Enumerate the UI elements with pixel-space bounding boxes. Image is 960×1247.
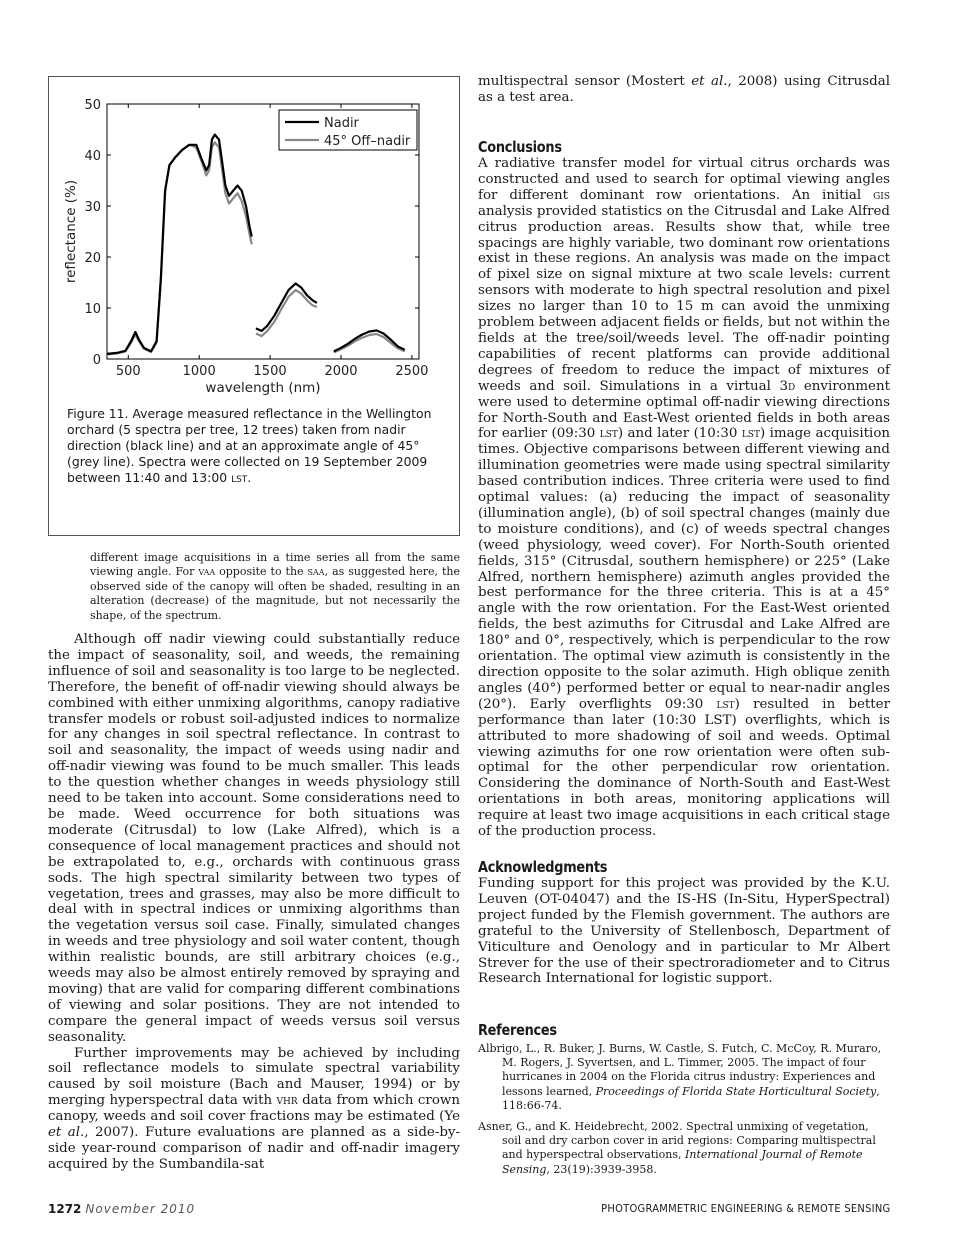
figure-caption: Figure 11. Average measured reflectance in the Wellington orchard (5 spectra per tree, 12 trees) taken from nadir direction (black line) and at an approximate angle of 45° (grey line). Spectra were collected on 19 September 2009 between 11:40 and 13:00 lst. [67, 406, 432, 485]
x-tick-label: 1000 [182, 364, 216, 379]
references-heading: References [478, 1021, 557, 1039]
conclusions-body: A radiative transfer model for virtual citrus orchards was constructed and used to search for optimal viewing angles for different dominant row orientations. An initial gis analysis provided statistics on the Citrusdal and Lake Alfred citrus production areas. Results show that, while tree spacings are highly variable, two dominant row orientations exist in these regions. An analysis was made on the impact of pixel size on signal mixture at two scale levels: current sensors with moderate to high spectral resolution and pixel sizes no larger than 10 to 15 m can avoid the unmixing problem between adjacent fields or fields, but not within the fields at the tree/soil/weeds level. The off-nadir pointing capabilities of recent platforms can provide additional degrees of freedom to reduce the impact of mixtures of weeds and soil. Simulations in a virtual 3d environment were used to determine optimal off-nadir viewing directions for North-South and East-West oriented fields in both areas for earlier (09:30 lst) and later (10:30 lst) image acquisition times. Objective comparisons between different viewing and illumination geometries were made using spectral similarity based contribution indices. Three criteria were used to find optimal values: (a) reducing the impact of seasonality (illumination angle), (b) of soil spectral changes (mainly due to moisture conditions), and (c) of weeds spectral changes (weed physiology, weed cover). For North-South oriented fields, 315° (Citrusdal, southern hemisphere) or 225° (Lake Alfred, northern hemisphere) azimuth angles provided the best performance for the three criteria. This is at a 45° angle with the row orientation. For the East-West oriented fields, the best azimuths for Citrusdal and Lake Alfred are 180° and 0°, respectively, which is perpendicular to the row orientation. The optimal view azimuth is consistently in the direction opposite to the solar azimuth. High oblique zenith angles (40°) performed better or equal to near-nadir angles (20°). Early overflights 09:30 lst) resulted in better performance than later (10:30 LST) overflights, which is attributed to more shadowing of soil and weeds. Optimal viewing azimuths for one row orientation were often sub-optimal for the other perpendicular row orientation. Considering the dominance of North-South and East-West orientations in both areas, monitoring applications will require at least two image acquisitions in each critical stage of the production process. [478, 156, 891, 840]
x-axis-label: wavelength (nm) [205, 380, 321, 396]
page-footer-left [48, 1202, 195, 1216]
page-number: 1272 [48, 1202, 82, 1216]
x-tick-label: 2500 [395, 364, 429, 379]
discussion-paragraph-1: Although off nadir viewing could substantially reduce the impact of seasonality, soil, and weeds, the remaining influence of soil and seasonality is too large to be neglected. Therefore, the benefit of off-nadir viewing should always be combined with either unmixing algorithms, canopy radiative transfer models or robust soil-adjusted indices to normalize for any changes in soil spectral reflectance. In contrast to soil and seasonality, the impact of weeds using nadir and off-nadir viewing was found to be much smaller. This leads to the question whether changes in weeds physiology still need to be taken into account. Some considerations need to be made. Weed occurrence for both situations was moderate (Citrusdal) to low (Lake Alfred), which is a consequence of local management practices and should not be extrapolated to, e.g., orchards with continuous grass sods. The high spectral similarity between two types of vegetation, trees and grasses, may also be more difficult to deal with in spectral indices or unmixing algorithms than the vegetation versus soil case. Finally, simulated changes in weeds and tree physiology and soil water content, though within realistic bounds, are still arbitrary choices (e.g., weeds may also be almost entirely removed by spraying and moving) that are valid for comparing different combinations of viewing and solar positions. They are not intended to compare the general impact of weeds versus soil versus seasonality. [48, 632, 460, 1045]
journal-name: PHOTOGRAMMETRIC ENGINEERING & REMOTE SENSING [600, 1202, 890, 1215]
y-tick-label: 30 [84, 200, 101, 215]
series-line-nadir [107, 135, 252, 354]
x-tick-label: 500 [115, 364, 141, 379]
issue-date: November 2010 [85, 1202, 196, 1216]
acknowledgments-heading: Acknowledgments [478, 858, 608, 876]
reference-item: Asner, G., and K. Heidebrecht, 2002. Spectral unmixing of vegetation, soil and dry carbon cover in arid regions: Comparing multispectral and hyperspectral observations, International Journal of Remote Sensing, 23(19):3939-3958. [478, 1120, 876, 1176]
reflectance-chart [49, 77, 459, 397]
x-tick-label: 2000 [324, 364, 358, 379]
figure-context-paragraph: different image acquisitions in a time series all from the same viewing angle. For vaa opposite to the saa, as suggested here, the observed side of the canopy will often be shaded, resulting in an alteration (decrease) of the magnitude, but not necessarily the shape, of the spectrum. [90, 551, 461, 622]
series-line-nadir [256, 284, 317, 331]
series-line-45-off-nadir [107, 142, 252, 354]
legend-label: 45° Off–nadir [324, 134, 411, 149]
acknowledgments-body: Funding support for this project was provided by the K.U. Leuven (OT-04047) and the IS-HS (In-Situ, HyperSpectral) project funded by the Flemish government. The authors are grateful to the University of Stellenbosch, Department of Viticulture and Oenology and in particular to Mr Albert Strever for the use of their spectroradiometer and to Citrus Research International for logistic support. [478, 876, 890, 987]
y-tick-label: 10 [84, 302, 101, 317]
y-tick-label: 20 [84, 251, 101, 266]
x-tick-label: 1500 [253, 364, 287, 379]
discussion-paragraph-2: Further improvements may be achieved by including soil reflectance models to simulate spectral variability caused by soil moisture (Bach and Mauser, 1994) or by merging hyperspectral data with vhr data from which crown canopy, weeds and soil cover fractions may be estimated (Ye et al., 2007). Future evaluations are planned as a side-by-side year-round comparison of nadir and off-nadir imagery acquired by the Sumbandila-sat [48, 1045, 461, 1172]
y-axis-label: reflectance (%) [63, 179, 79, 284]
legend-label: Nadir [324, 116, 359, 131]
y-tick-label: 50 [84, 98, 101, 113]
y-tick-label: 40 [84, 149, 101, 164]
references-list [478, 1042, 890, 1184]
reference-item: Albrigo, L., R. Buker, J. Burns, W. Castle, S. Futch, C. McCoy, R. Muraro, M. Rogers, J. Syvertsen, and L. Timmer, 2005. The impact of four hurricanes in 2004 on the Florida citrus industry: Experiences and lessons learned, Proceedings of Florida State Horticultural Society, 118:66-74. [478, 1042, 882, 1112]
figure-11 [48, 76, 460, 536]
left-column-body [48, 632, 460, 1173]
y-tick-label: 0 [92, 353, 101, 368]
conclusions-heading: Conclusions [478, 138, 562, 156]
right-column-continuation: multispectral sensor (Mostert et al., 2008) using Citrusdal as a test area. [478, 74, 890, 105]
